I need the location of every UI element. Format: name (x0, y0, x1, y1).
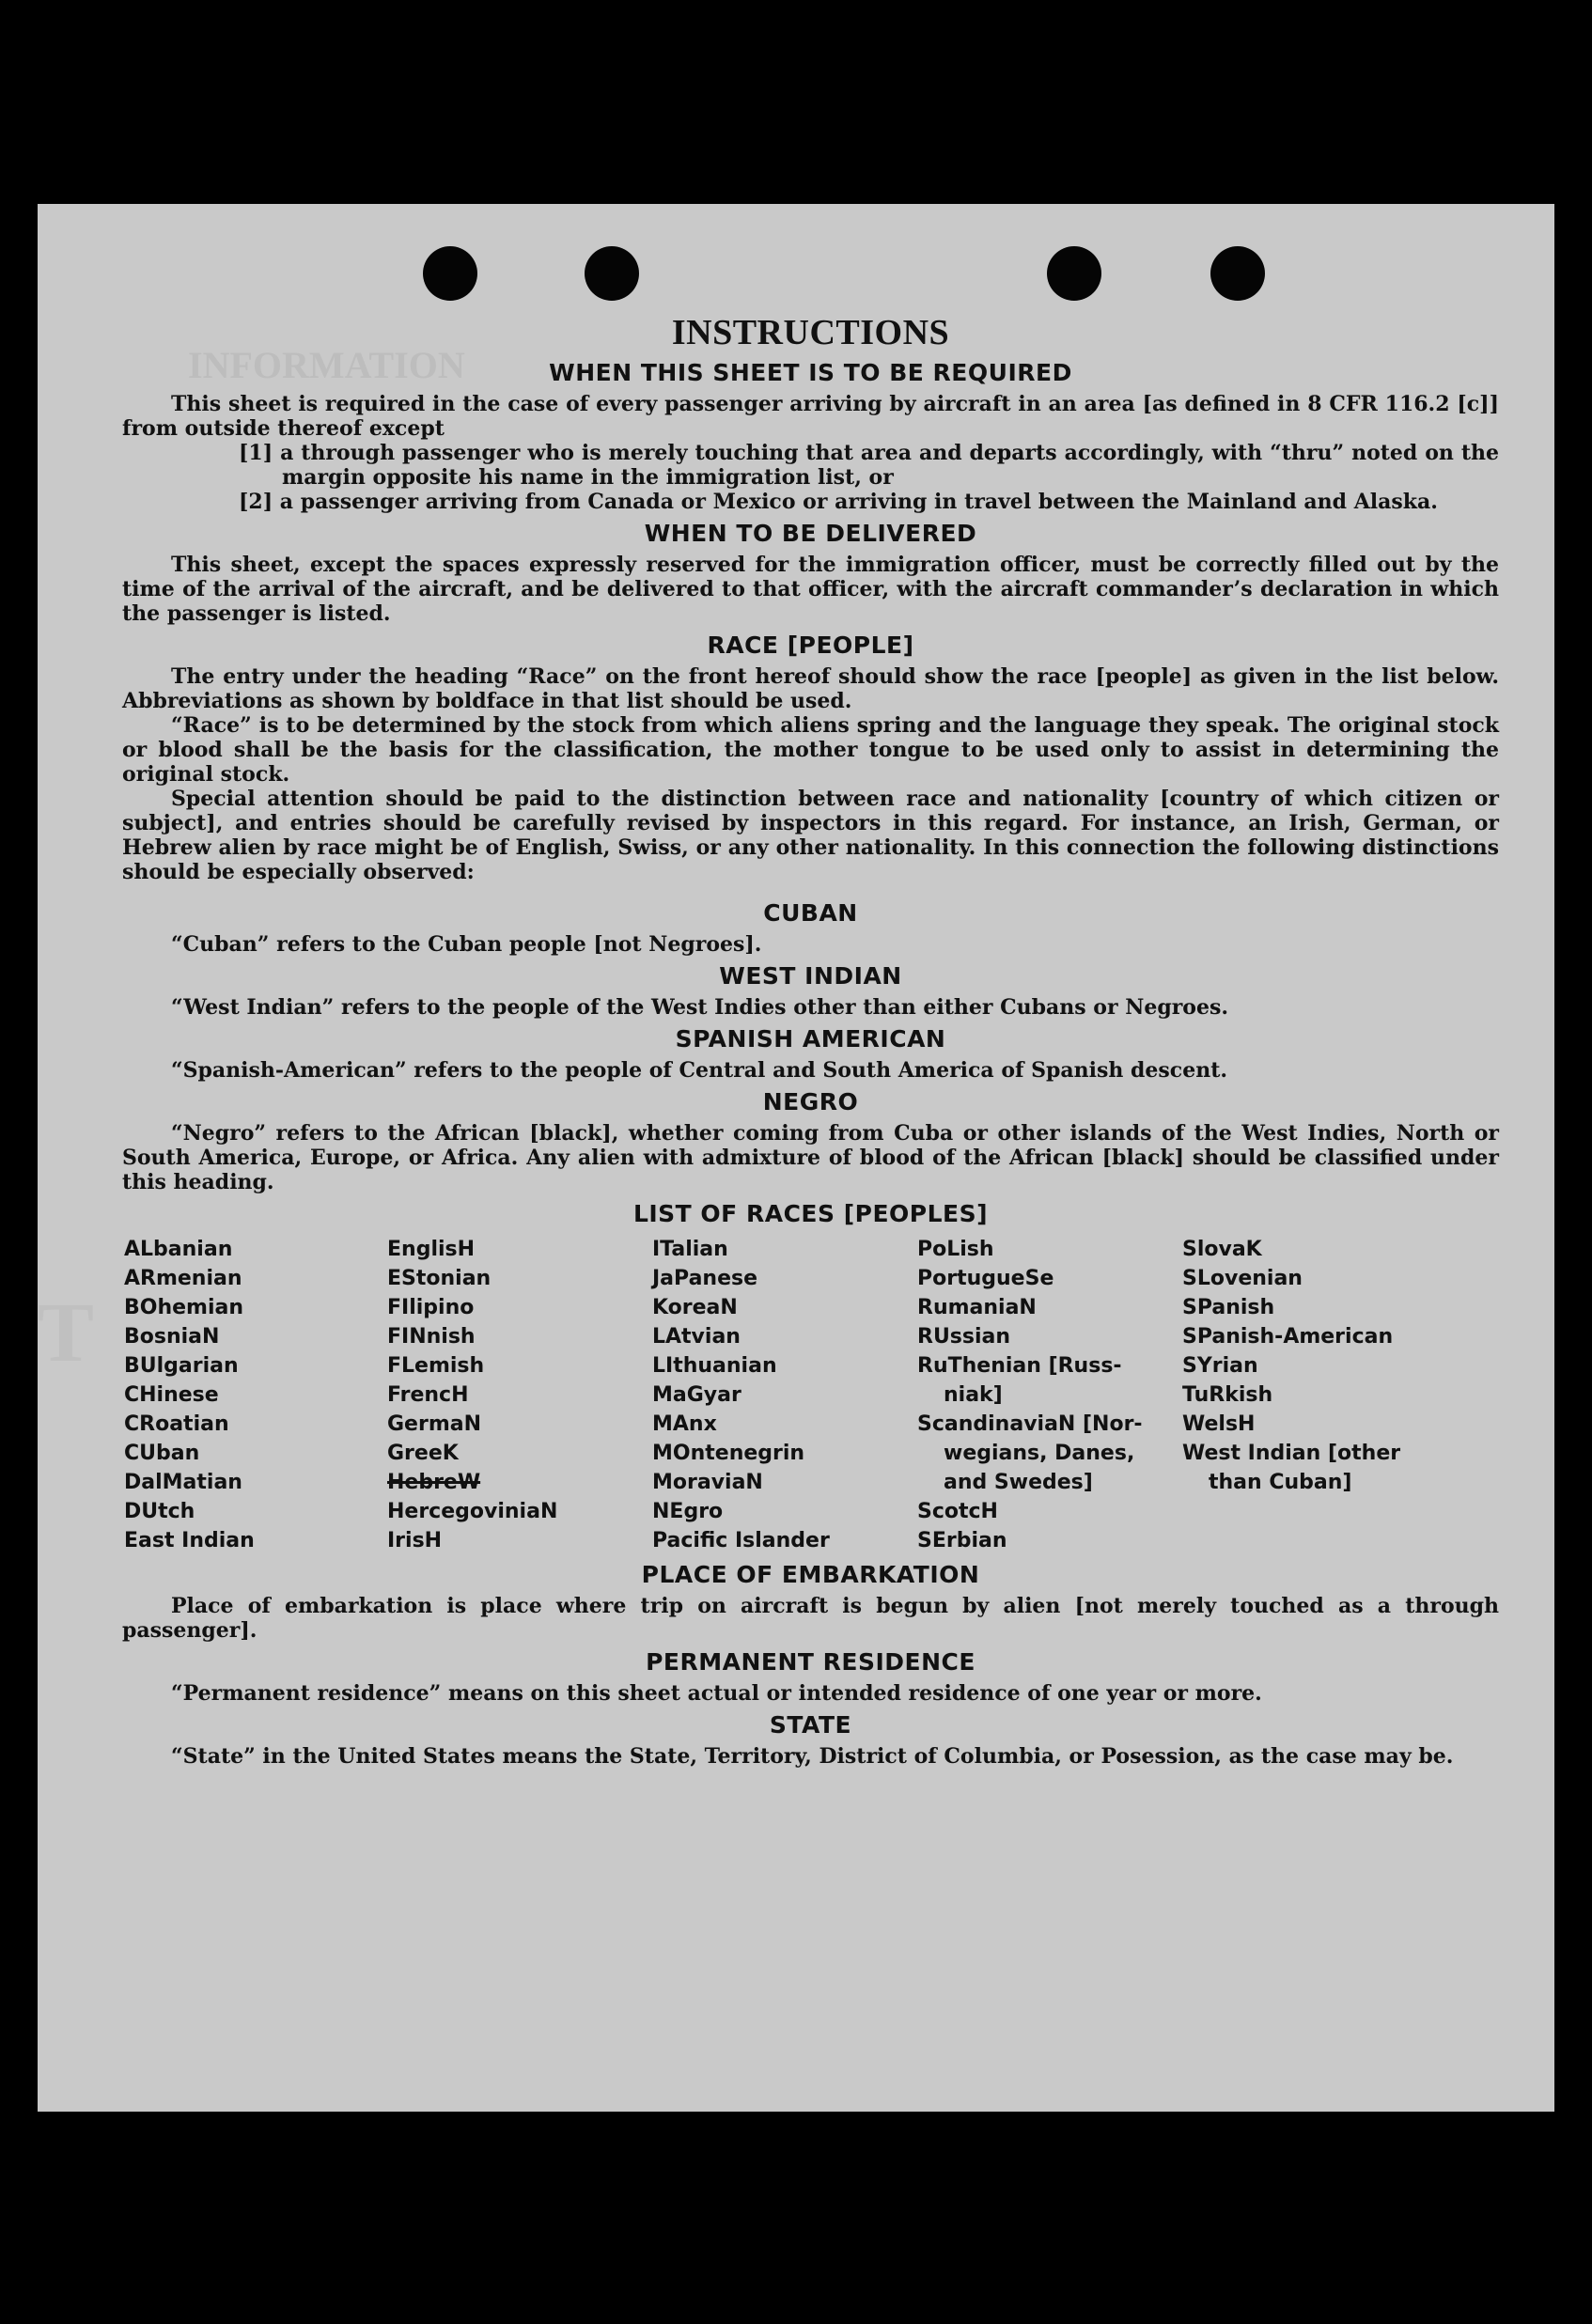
race-entry: DUtch (124, 1500, 195, 1523)
race-entry: NEgro (652, 1500, 724, 1523)
race-entry: East Indian (124, 1529, 255, 1552)
race-entry: ARmenian (124, 1267, 242, 1290)
list-item: [2] a passenger arriving from Canada or Mexico or arriving in travel between the Mainland and Alaska. (239, 490, 1438, 514)
race-entry: TuRkish (1182, 1383, 1273, 1407)
paragraph: Place of embarkation is place where trip on aircraft is begun by alien [not merely touched as a through passenger]. (122, 1594, 1499, 1643)
race-entry: CHinese (124, 1383, 219, 1407)
paragraph: “Negro” refers to the African [black], whether coming from Cuba or other islands of the West Indies, North or South America, Europe, or Africa. Any alien with admixture of blood of the African [black] should be classified under this heading. (122, 1121, 1499, 1194)
race-entry: GermaN (387, 1412, 482, 1436)
races-list (124, 1235, 1499, 1555)
race-entry: West Indian [other (1182, 1442, 1401, 1465)
race-entry: EStonian (387, 1267, 492, 1290)
page-title: INSTRUCTIONS (671, 313, 950, 352)
race-entry: MoraviaN (652, 1471, 763, 1494)
race-entry: PortugueSe (917, 1267, 1054, 1290)
race-entry: KoreaN (652, 1296, 738, 1319)
punch-hole (1210, 246, 1265, 301)
punch-hole (423, 246, 477, 301)
section-heading: CUBAN (763, 899, 858, 927)
race-entry: EnglisH (387, 1238, 476, 1261)
list-item: [1] a through passenger who is merely touching that area and departs accordingly, with “thru” noted on the margin opposite his name in the immigration list, or (239, 441, 1499, 490)
race-entry: SErbian (917, 1529, 1007, 1552)
section-heading: RACE [PEOPLE] (707, 632, 914, 659)
races-column (387, 1235, 652, 1555)
section-heading: SPANISH AMERICAN (675, 1025, 946, 1053)
paragraph: “Permanent residence” means on this sheet actual or intended residence of one year or more. (171, 1681, 1262, 1706)
race-entry: than Cuban] (1209, 1471, 1352, 1494)
race-entry: WelsH (1182, 1412, 1256, 1436)
race-entry: FrencH (387, 1383, 469, 1407)
race-entry: JaPanese (652, 1267, 758, 1290)
paragraph: This sheet is required in the case of every passenger arriving by aircraft in an area [as defined in 8 CFR 116.2 [c]] from outside thereof except (122, 392, 1499, 441)
race-entry: MaGyar (652, 1383, 741, 1407)
race-entry: SLovenian (1182, 1267, 1303, 1290)
race-entry: ITalian (652, 1238, 728, 1261)
section-heading: WEST INDIAN (719, 962, 902, 990)
race-entry: FLemish (387, 1354, 485, 1378)
race-entry: FIlipino (387, 1296, 475, 1319)
paragraph: “West Indian” refers to the people of the West Indies other than either Cubans or Negroes. (171, 995, 1229, 1020)
section-heading: WHEN THIS SHEET IS TO BE REQUIRED (549, 359, 1072, 386)
section-heading: LIST OF RACES [PEOPLES] (632, 1200, 989, 1227)
race-entry: ScandinaviaN [Nor- (917, 1412, 1143, 1436)
punch-hole (585, 246, 639, 301)
race-entry: BOhemian (124, 1296, 244, 1319)
race-entry: wegians, Danes, (944, 1442, 1135, 1465)
race-entry: CUban (124, 1442, 200, 1465)
section-heading: PERMANENT RESIDENCE (646, 1648, 975, 1676)
races-column (1182, 1235, 1464, 1555)
race-entry: ScotcH (917, 1500, 998, 1523)
punch-hole (1047, 246, 1101, 301)
race-entry: BUlgarian (124, 1354, 239, 1378)
race-entry: PoLish (917, 1238, 994, 1261)
race-entry: LIthuanian (652, 1354, 777, 1378)
race-entry: niak] (944, 1383, 1003, 1407)
race-entry: RuThenian [Russ- (917, 1354, 1122, 1378)
race-entry: ALbanian (124, 1238, 233, 1261)
instructions-body (122, 312, 1499, 1769)
paragraph: “Cuban” refers to the Cuban people [not Negroes]. (171, 932, 762, 957)
race-entry: Pacific Islander (652, 1529, 830, 1552)
race-entry: and Swedes] (944, 1471, 1093, 1494)
race-entry: GreeK (387, 1442, 459, 1465)
race-entry: MOntenegrin (652, 1442, 805, 1465)
race-entry: BosniaN (124, 1325, 220, 1349)
paragraph: This sheet, except the spaces expressly reserved for the immigration officer, must be correctly filled out by the time of the arrival of the aircraft, and be delivered to that officer, with the aircraft commander’s declaration in which the passenger is listed. (122, 553, 1499, 626)
section-heading: STATE (769, 1711, 852, 1739)
race-entry: SlovaK (1182, 1238, 1262, 1261)
section-heading: WHEN TO BE DELIVERED (644, 520, 977, 547)
paragraph: “Spanish-American” refers to the people of Central and South America of Spanish descent. (171, 1058, 1228, 1083)
paragraph: “Race” is to be determined by the stock from which aliens spring and the language they speak. The original stock or blood shall be the basis for the classification, the mother tongue to be used only to assist in determining the original stock. (122, 713, 1499, 787)
bleed-through: T (38, 1287, 95, 1380)
races-column (652, 1235, 917, 1555)
race-entry: MAnx (652, 1412, 717, 1436)
paragraph: Special attention should be paid to the distinction between race and nationality [country of which citizen or subject], and entries should be carefully revised by inspectors in this regard. For instance, an Irish, German, or Hebrew alien by race might be of English, Swiss, or any other nationality. In this connection the following distinctions should be especially observed: (122, 787, 1499, 884)
race-entry: CRoatian (124, 1412, 229, 1436)
section-heading: NEGRO (762, 1088, 859, 1115)
section-heading: PLACE OF EMBARKATION (641, 1561, 980, 1588)
race-entry: SPanish-American (1182, 1325, 1394, 1349)
race-entry: HercegoviniaN (387, 1500, 558, 1523)
race-entry: FINnish (387, 1325, 476, 1349)
race-entry: RumaniaN (917, 1296, 1037, 1319)
race-entry: IrisH (387, 1529, 443, 1552)
race-entry: LAtvian (652, 1325, 741, 1349)
race-entry-struck: HebreW (387, 1471, 481, 1494)
races-column (917, 1235, 1182, 1555)
document-page (38, 204, 1554, 2112)
race-entry: SPanish (1182, 1296, 1275, 1319)
paragraph: The entry under the heading “Race” on the front hereof should show the race [people] as given in the list below. Abbreviations as shown by boldface in that list should be used. (122, 664, 1499, 713)
races-column (124, 1235, 387, 1555)
race-entry: SYrian (1182, 1354, 1258, 1378)
race-entry: RUssian (917, 1325, 1011, 1349)
race-entry: DalMatian (124, 1471, 242, 1494)
paragraph: “State” in the United States means the State, Territory, District of Columbia, or Posession, as the case may be. (171, 1744, 1454, 1769)
bleed-through: INFORMATION (188, 344, 465, 386)
